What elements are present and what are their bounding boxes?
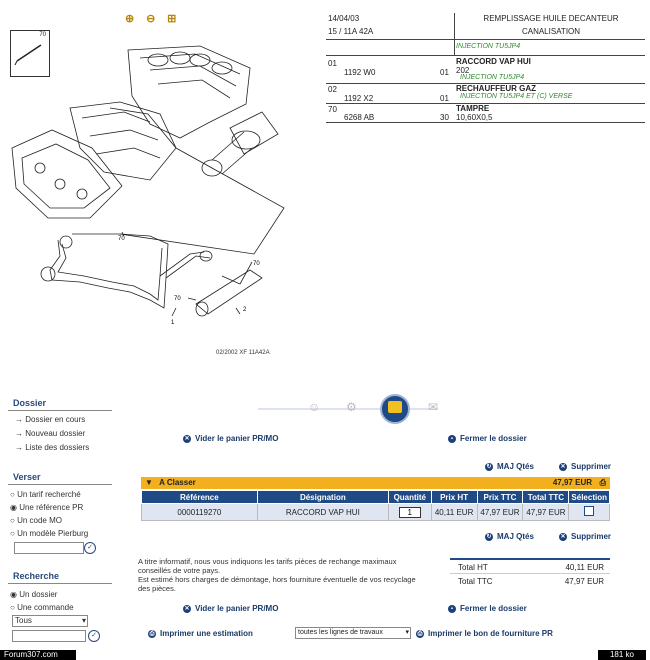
basket-step-icon[interactable] xyxy=(380,394,410,424)
cell-prix-ht: 40,11 EUR xyxy=(431,504,477,521)
row3-num: 70 xyxy=(328,105,337,114)
quantity-input[interactable] xyxy=(399,507,421,518)
verser-go-icon[interactable]: ✓ xyxy=(84,542,96,554)
total-ttc-label: Total TTC xyxy=(458,577,493,586)
row1-num: 01 xyxy=(328,59,337,68)
verser-option-modele[interactable]: ○ Un modèle Pierburg xyxy=(10,529,89,538)
basket-table xyxy=(141,490,610,521)
basket-group-label: A Classer xyxy=(159,478,196,487)
basket-group-total: 47,97 EUR xyxy=(552,478,592,487)
close-icon: ✕ xyxy=(184,605,190,612)
cell-prix-ttc: 47,97 EUR xyxy=(477,504,523,521)
row2-ref: 1192 X2 xyxy=(344,94,374,103)
callout-2: 2 xyxy=(243,307,247,313)
print-icon[interactable]: ✉ xyxy=(428,400,439,414)
callout-70-b: 70 xyxy=(174,296,181,302)
info-title-1: REMPLISSAGE HUILE DECANTEUR xyxy=(483,14,619,23)
row3-sub1: 10,60X0,5 xyxy=(456,113,493,122)
vehicle-icon[interactable]: ⚙ xyxy=(346,400,357,414)
imprimer-bon-button[interactable]: ⎙ Imprimer le bon de fourniture PR xyxy=(417,629,553,638)
col-total-ttc[interactable]: Total TTC xyxy=(523,491,569,504)
total-ht-value: 40,11 EUR xyxy=(565,563,604,572)
zoom-in-icon[interactable]: ⊕ xyxy=(125,13,135,25)
info-date: 14/04/03 xyxy=(328,14,360,23)
imprimer-estimation-button[interactable]: ⎙ Imprimer une estimation xyxy=(149,629,253,638)
maj-qtes-button[interactable]: ↻ MAJ Qtés xyxy=(486,462,534,471)
dossier-title: Dossier xyxy=(13,398,47,408)
maj-qtes-button-2[interactable]: ↻ MAJ Qtés xyxy=(486,532,534,541)
supprimer-button[interactable]: ✕ Supprimer xyxy=(560,462,612,471)
price-notice: A titre informatif, nous vous indiquons les tarifs pièces de rechange maximaux conseillés de votre pays. Est estimé hors charges de démontage, hors fourniture éventuelle de vos recyclage des pièces. xyxy=(138,557,416,593)
recherche-input[interactable] xyxy=(12,630,86,642)
info-injection: INJECTION TU5JP4 xyxy=(456,43,521,50)
row1-ref: 1192 W0 xyxy=(344,68,376,77)
recherche-go-icon[interactable]: ✓ xyxy=(88,630,100,642)
verser-option-code[interactable]: ○ Un code MO xyxy=(10,516,62,525)
verser-option-tarif[interactable]: ○ Un tarif recherché xyxy=(10,490,81,499)
dossier-new-link[interactable]: → Nouveau dossier xyxy=(15,429,86,438)
col-prix-ht[interactable]: Prix HT xyxy=(431,491,477,504)
refresh-icon: ↻ xyxy=(486,533,492,540)
cell-designation: RACCORD VAP HUI xyxy=(257,504,388,521)
col-selection[interactable]: Sélection xyxy=(569,491,610,504)
dossier-current-link[interactable]: → Dossier en cours xyxy=(15,415,86,424)
cell-total-ttc: 47,97 EUR xyxy=(523,504,569,521)
row2-num: 02 xyxy=(328,85,337,94)
totals-box xyxy=(450,558,610,587)
callout-1: 1 xyxy=(171,320,175,326)
row1-sub1: 202 xyxy=(456,66,470,75)
vider-panier-button[interactable]: ✕ Vider le panier PR/MO xyxy=(184,434,279,443)
dossier-list-link[interactable]: → Liste des dossiers xyxy=(15,443,90,452)
col-reference[interactable]: Référence xyxy=(142,491,258,504)
delete-icon: ✕ xyxy=(560,533,566,540)
selection-checkbox[interactable] xyxy=(584,506,594,516)
cell-reference: 0000119270 xyxy=(142,504,258,521)
row2-name: RECHAUFFEUR GAZ xyxy=(456,84,536,93)
basket-group-header[interactable] xyxy=(141,477,610,489)
row2-sub1: INJECTION TU5JP4 ET (C) VERSE xyxy=(460,93,573,100)
footer-site: Forum307.com xyxy=(0,650,76,660)
supprimer-button-2[interactable]: ✕ Supprimer xyxy=(560,532,612,541)
print-icon: ⎙ xyxy=(417,630,423,637)
close-icon: ✕ xyxy=(184,435,190,442)
thumbnail-label: 70 xyxy=(39,32,46,38)
refresh-icon: ↻ xyxy=(486,463,492,470)
total-ttc-value: 47,97 EUR xyxy=(564,577,604,586)
verser-title: Verser xyxy=(13,472,41,482)
row3-qty: 30 xyxy=(440,113,449,122)
footer-size: 181 ko xyxy=(598,650,646,660)
recherche-title: Recherche xyxy=(13,571,60,581)
recherche-option-commande[interactable]: ○ Une commande xyxy=(10,603,74,612)
col-quantite[interactable]: Quantité xyxy=(388,491,431,504)
callout-70-a: 70 xyxy=(253,261,260,267)
zoom-reset-icon[interactable]: ⊞ xyxy=(167,13,177,25)
collapse-icon[interactable]: ▼ xyxy=(145,478,153,487)
lignes-select[interactable]: toutes les lignes de travaux ▾ xyxy=(295,627,411,639)
info-title-2: CANALISATION xyxy=(521,27,581,36)
info-model: 15 / 11A 42A xyxy=(328,27,374,36)
recherche-option-dossier[interactable]: ◉ Un dossier xyxy=(10,590,58,599)
row3-name: TAMPRE xyxy=(456,104,490,113)
total-ht-label: Total HT xyxy=(458,563,488,572)
part-info-table xyxy=(326,13,645,123)
fermer-dossier-button-bottom[interactable]: ▪ Fermer le dossier xyxy=(448,604,527,613)
row1-qty: 01 xyxy=(440,68,449,77)
row1-name: RACCORD VAP HUI xyxy=(456,57,531,66)
verser-option-reference[interactable]: ◉ Une référence PR xyxy=(10,503,84,512)
folder-icon: ▪ xyxy=(448,605,456,613)
row2-qty: 01 xyxy=(440,94,449,103)
vider-panier-button-bottom[interactable]: ✕ Vider le panier PR/MO xyxy=(184,604,279,613)
zoom-out-icon[interactable]: ⊖ xyxy=(146,13,156,25)
folder-icon: ▪ xyxy=(448,435,456,443)
row1-sub2: INJECTION TU5JP4 xyxy=(460,74,525,81)
print-group-icon[interactable]: ⎙ xyxy=(599,478,606,487)
verser-input[interactable] xyxy=(14,542,84,554)
print-icon: ⎙ xyxy=(149,630,155,637)
diagram-caption: 02/2002 XF 11A42A xyxy=(216,350,270,356)
client-icon[interactable]: ☺ xyxy=(308,400,321,414)
callout-70-c: 70 xyxy=(118,236,125,242)
table-row xyxy=(142,504,610,521)
fermer-dossier-button[interactable]: ▪ Fermer le dossier xyxy=(448,434,527,443)
chevron-down-icon: ▾ xyxy=(405,629,409,636)
exploded-parts-diagram xyxy=(0,8,326,380)
col-designation[interactable]: Désignation xyxy=(257,491,388,504)
row3-ref: 6268 AB xyxy=(344,113,375,122)
chevron-down-icon: ▾ xyxy=(81,616,86,625)
col-prix-ttc[interactable]: Prix TTC xyxy=(477,491,523,504)
recherche-select[interactable]: Tous ▾ xyxy=(12,615,88,627)
delete-icon: ✕ xyxy=(560,463,566,470)
